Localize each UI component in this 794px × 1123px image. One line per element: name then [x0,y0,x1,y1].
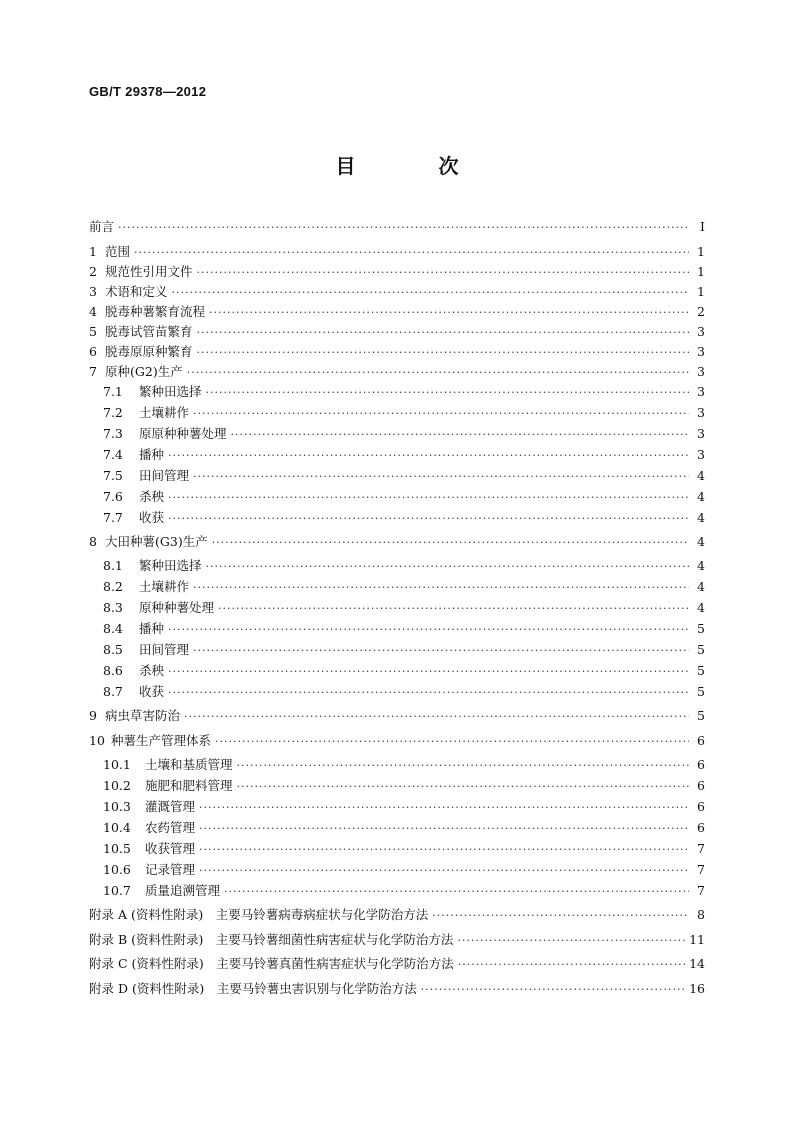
toc-entry-appendix-c[interactable] [89,954,705,974]
toc-entry-label: 前言 [89,219,115,234]
toc-entry-page: 5 [697,684,705,699]
toc-entry-page: 1 [697,244,705,259]
toc-subentry[interactable] [103,577,705,597]
toc-entry-label: 收获管理 [145,841,196,856]
toc-subentry[interactable] [103,776,705,796]
toc-entry-label: 土壤和基质管理 [145,757,233,772]
toc-entry[interactable] [89,262,705,282]
leader-dots [168,662,689,682]
toc-entry-label: 繁种田选择 [139,384,202,399]
leader-dots [199,819,689,839]
toc-entry-label: 田间管理 [139,642,190,657]
toc-entry-label: 收获 [139,684,165,699]
leader-dots [197,323,689,343]
toc-entry-label: 土壤耕作 [139,579,190,594]
toc-entry-label: 田间管理 [139,468,190,483]
toc-entry-page: 6 [697,820,705,835]
toc-subentry[interactable] [103,661,705,681]
leader-dots [231,425,689,445]
toc-entry-label: 杀秧 [139,489,165,504]
toc-entry-number: 7.5 [103,468,123,483]
toc-entry-appendix-b[interactable] [89,930,705,950]
toc-entry-page: 6 [697,733,705,748]
leader-dots [237,777,689,797]
leader-dots [187,363,689,383]
leader-dots [197,343,689,363]
toc-entry-appendix-d[interactable] [89,979,705,999]
standard-code: GB/T 29378—2012 [89,84,207,99]
toc-entry-number: 8.5 [103,642,123,657]
toc-entry-label: 原原种种薯处理 [139,426,227,441]
toc-entry-label: 附录 D (资料性附录) 主要马铃薯虫害识别与化学防治方法 [89,981,417,996]
toc-entry-page: 4 [697,558,705,573]
toc-entry-page: 5 [697,621,705,636]
toc-entry-number: 4 [89,304,97,319]
toc-subentry[interactable] [103,508,705,528]
toc-entry-number: 7.4 [103,447,123,462]
toc-entry-page: 5 [697,663,705,678]
toc-entry-number: 7.3 [103,426,123,441]
toc-entry-number: 2 [89,264,97,279]
toc-entry-number: 10.4 [103,820,131,835]
toc-entry-page: Ⅰ [700,219,705,234]
toc-subentry[interactable] [103,382,705,402]
leader-dots [168,620,689,640]
toc-entry-number: 8.3 [103,600,123,615]
leader-dots [168,683,689,703]
toc-subentry[interactable] [103,424,705,444]
toc-entry-foreword[interactable] [89,217,705,237]
leader-dots [168,446,689,466]
toc-entry-label: 原种(G2)生产 [105,364,183,379]
toc-entry-page: 4 [697,468,705,483]
toc-subentry[interactable] [103,619,705,639]
toc-entry-label: 脱毒试管苗繁育 [105,324,193,339]
toc-subentry[interactable] [103,556,705,576]
leader-dots [218,599,689,619]
toc-entry-label: 病虫草害防治 [105,708,181,723]
toc-entry-number: 5 [89,324,97,339]
toc-entry-number: 7.7 [103,510,123,525]
toc-entry-page: 3 [697,447,705,462]
toc-subentry[interactable] [103,839,705,859]
leader-dots [458,955,685,975]
toc-entry-page: 4 [697,489,705,504]
leader-dots [206,557,689,577]
toc-entry-number: 10.7 [103,883,131,898]
toc-entry-label: 农药管理 [145,820,196,835]
toc-entry-page: 7 [697,841,705,856]
toc-entry-label: 附录 C (资料性附录) 主要马铃薯真菌性病害症状与化学防治方法 [89,956,454,971]
toc-entry-page: 3 [697,324,705,339]
toc-entry-page: 4 [697,579,705,594]
page-title: 目 次 [335,154,497,178]
leader-dots [118,218,689,238]
toc-subentry[interactable] [103,466,705,486]
toc-entry-number: 10.2 [103,778,131,793]
toc-entry-label: 附录 B (资料性附录) 主要马铃薯细菌性病害症状与化学防治方法 [89,932,454,947]
toc-entry-label: 术语和定义 [105,284,168,299]
leader-dots [215,732,689,752]
toc-entry-page: 1 [697,284,705,299]
toc-subentry[interactable] [103,487,705,507]
leader-dots [193,641,689,661]
toc-entry-page: 3 [697,426,705,441]
toc-entry-page: 6 [697,778,705,793]
toc-entry-number: 3 [89,284,97,299]
leader-dots [193,578,689,598]
toc-entry-page: 16 [689,981,705,996]
toc-entry-page: 6 [697,799,705,814]
toc-entry[interactable] [89,302,705,322]
toc-entry-label: 种薯生产管理体系 [111,733,212,748]
leader-dots [168,509,689,529]
toc-entry[interactable] [89,706,705,726]
leader-dots [209,303,689,323]
toc-entry-label: 播种 [139,621,165,636]
toc-entry-number: 7.6 [103,489,123,504]
toc-entry-page: 4 [697,534,705,549]
toc-entry-label: 施肥和肥料管理 [145,778,233,793]
toc-entry-number: 7.1 [103,384,123,399]
toc-entry-label: 范围 [105,244,131,259]
toc-subentry[interactable] [103,598,705,618]
toc-entry-label: 大田种薯(G3)生产 [105,534,208,549]
leader-dots [197,263,689,283]
toc-subentry[interactable] [103,755,705,775]
toc-entry-number: 7.2 [103,405,123,420]
toc-entry-number: 8.2 [103,579,123,594]
toc-entry[interactable] [89,282,705,302]
toc-entry-page: 5 [697,642,705,657]
toc-entry-number: 8.6 [103,663,123,678]
toc-entry-page: 3 [697,364,705,379]
leader-dots [224,882,689,902]
toc-subentry[interactable] [103,860,705,880]
toc-entry-label: 土壤耕作 [139,405,190,420]
toc-entry-label: 脱毒种薯繁育流程 [105,304,206,319]
toc-entry-label: 繁种田选择 [139,558,202,573]
toc-entry-number: 10 [89,733,105,748]
toc-entry-number: 10.6 [103,862,131,877]
leader-dots [457,931,685,951]
toc-entry-page: 3 [697,384,705,399]
toc-entry-appendix-a[interactable] [89,905,705,925]
toc-entry-page: 8 [697,907,705,922]
toc-entry-number: 8 [89,534,97,549]
toc-entry-label: 记录管理 [145,862,196,877]
toc-subentry[interactable] [103,403,705,423]
leader-dots [193,467,689,487]
leader-dots [212,533,689,553]
toc-subentry[interactable] [103,797,705,817]
toc-entry-number: 8.1 [103,558,123,573]
leader-dots [134,243,689,263]
leader-dots [237,756,689,776]
toc-entry-page: 1 [697,264,705,279]
toc-subentry[interactable] [103,640,705,660]
toc-entry[interactable] [89,242,705,262]
toc-entry-label: 脱毒原原种繁育 [105,344,193,359]
toc-entry-page: 3 [697,344,705,359]
toc-entry-number: 6 [89,344,97,359]
leader-dots [168,488,689,508]
toc-entry-number: 7 [89,364,97,379]
toc-entry-number: 9 [89,708,97,723]
toc-entry-number: 1 [89,244,97,259]
toc-entry-number: 10.1 [103,757,131,772]
toc-entry-page: 7 [697,883,705,898]
toc-entry[interactable] [89,362,705,382]
toc-entry-label: 播种 [139,447,165,462]
leader-dots [206,383,689,403]
toc-entry-page: 14 [689,956,705,971]
leader-dots [184,707,689,727]
toc-entry-label: 收获 [139,510,165,525]
toc-entry-page: 5 [697,708,705,723]
toc-entry-number: 10.3 [103,799,131,814]
leader-dots [199,798,689,818]
leader-dots [421,980,685,1000]
toc-subentry[interactable] [103,818,705,838]
toc-entry-label: 原种种薯处理 [139,600,215,615]
leader-dots [193,404,689,424]
toc-entry-page: 4 [697,510,705,525]
toc-entry-number: 8.7 [103,684,123,699]
toc-entry-label: 灌溉管理 [145,799,196,814]
toc-entry-label: 杀秧 [139,663,165,678]
leader-dots [199,861,689,881]
leader-dots [199,840,689,860]
toc-entry-page: 3 [697,405,705,420]
toc-subentry[interactable] [103,682,705,702]
leader-dots [432,906,689,926]
toc-subentry[interactable] [103,881,705,901]
toc-entry[interactable] [89,731,705,751]
toc-entry-page: 7 [697,862,705,877]
toc-subentry[interactable] [103,445,705,465]
toc-entry-page: 2 [697,304,705,319]
toc-entry-label: 附录 A (资料性附录) 主要马铃薯病毒病症状与化学防治方法 [89,907,429,922]
leader-dots [172,283,689,303]
toc-entry-page: 6 [697,757,705,772]
toc-entry-number: 8.4 [103,621,123,636]
toc-entry[interactable] [89,342,705,362]
toc-entry-page: 11 [689,932,705,947]
toc-entry-page: 4 [697,600,705,615]
toc-entry[interactable] [89,322,705,342]
toc-entry-label: 规范性引用文件 [105,264,193,279]
toc-entry[interactable] [89,532,705,552]
toc-entry-number: 10.5 [103,841,131,856]
toc-entry-label: 质量追溯管理 [145,883,221,898]
